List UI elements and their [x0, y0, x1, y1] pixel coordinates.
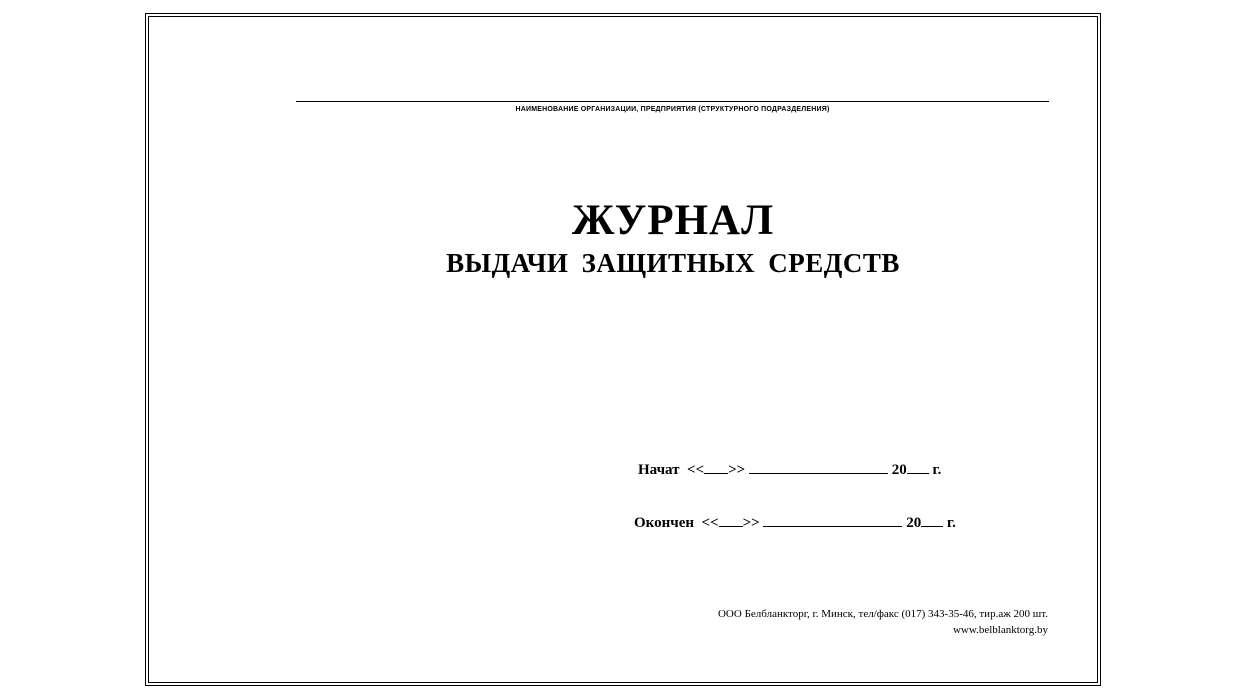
started-month-blank: [749, 460, 888, 474]
started-close-quote: >>: [728, 462, 746, 478]
started-year-prefix: 20: [891, 462, 907, 478]
finished-date-row: [634, 513, 956, 532]
organization-caption: НАИМЕНОВАНИЕ ОРГАНИЗАЦИИ, ПРЕДПРИЯТИЯ (СТРУКТУРНОГО ПОДРАЗДЕЛЕНИЯ): [515, 106, 830, 113]
finished-month-blank: [763, 513, 902, 527]
finished-year-blank: [921, 513, 943, 527]
finished-label: Окончен: [634, 515, 695, 531]
publisher-line: ООО Белбланкторг, г. Минск, тел/факс (017) 343-35-46, тир.аж 200 шт.: [717, 608, 1048, 620]
started-day-blank: [704, 460, 728, 474]
started-open-quote: <<: [687, 462, 705, 478]
publisher-info: [718, 606, 1048, 638]
started-date-row: [638, 460, 941, 479]
started-year-blank: [907, 460, 929, 474]
started-label: Начат: [638, 462, 680, 478]
finished-year-suffix: г.: [946, 515, 956, 531]
finished-year-prefix: 20: [906, 515, 922, 531]
finished-close-quote: >>: [742, 515, 760, 531]
publisher-website: www.belblanktorg.by: [952, 624, 1048, 636]
journal-title: ЖУРНАЛ: [571, 197, 775, 244]
organization-name-line: [296, 101, 1049, 102]
finished-open-quote: <<: [701, 515, 719, 531]
page-frame-inner: [148, 16, 1098, 683]
finished-day-blank: [719, 513, 743, 527]
started-year-suffix: г.: [932, 462, 942, 478]
journal-subtitle: ВЫДАЧИ ЗАЩИТНЫХ СРЕДСТВ: [446, 248, 900, 278]
